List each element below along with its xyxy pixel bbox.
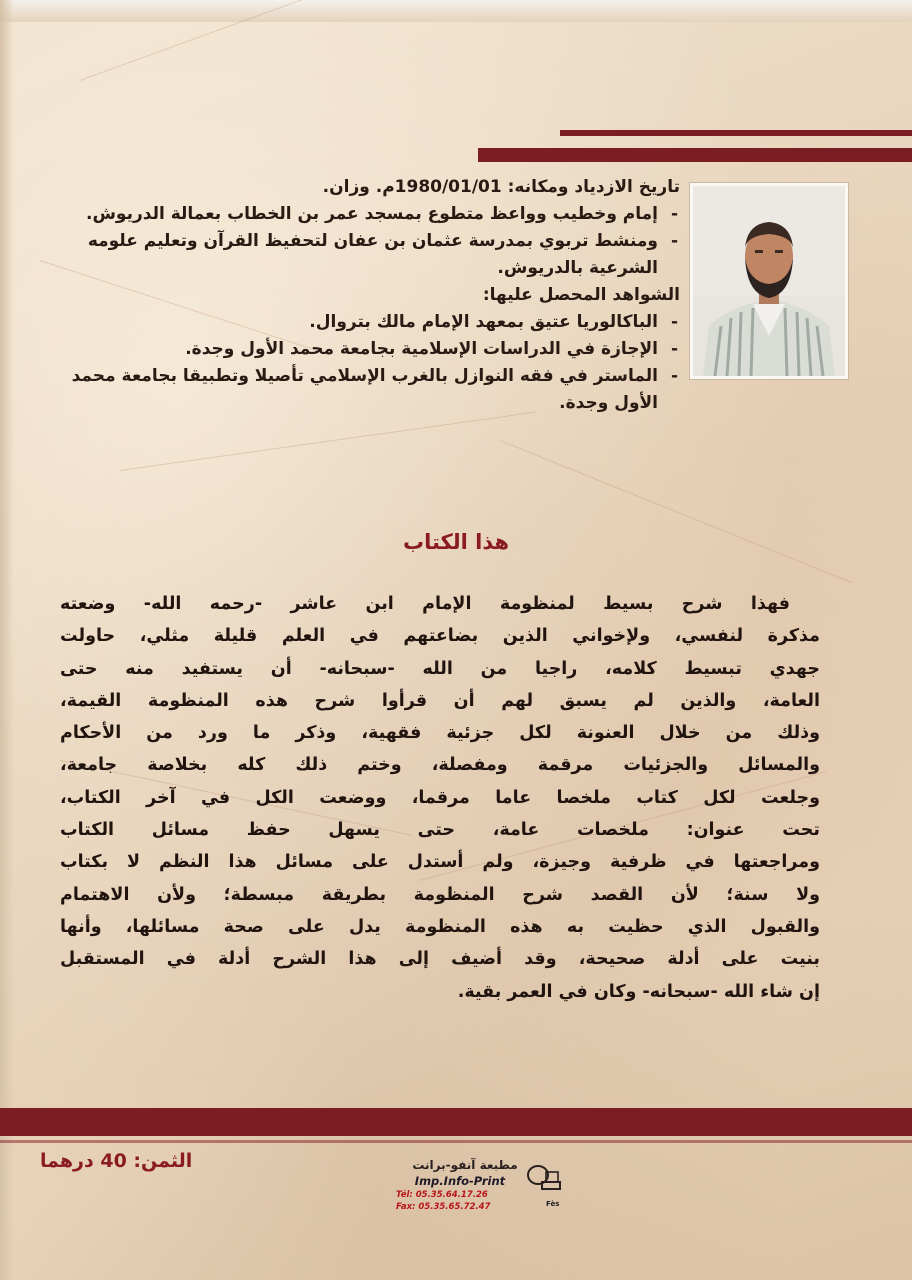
section-title: هذا الكتاب	[402, 530, 510, 554]
role-item	[60, 228, 680, 282]
certificate-item	[60, 336, 680, 363]
description-line: تحت عنوان: ملخصات عامة، حتى يسهل حفظ مسائل الكتاب	[60, 820, 820, 841]
printer-phone: Tél: 05.35.64.17.26	[396, 1190, 488, 1200]
page-top-edge	[0, 0, 912, 22]
printer-logo-icon	[524, 1162, 564, 1192]
printer-info	[396, 1158, 586, 1218]
marble-vein	[120, 412, 536, 471]
description-line: والمسائل والجزئيات مرقمة ومفصلة، وختم ذلك كله بخلاصة جامعة،	[60, 755, 820, 776]
footer-rule-thin	[0, 1140, 912, 1143]
description-line: إن شاء الله -سبحانه- وكان في العمر بقية.	[457, 981, 820, 1002]
role-text: - إمام وخطيب وواعظ متطوع بمسجد عمر بن الخطاب بعمالة الدريوش.	[86, 204, 658, 224]
certificate-text: - الباكالوريا عتيق بمعهد الإمام مالك بتروال.	[309, 312, 658, 332]
description-line: وجلعت لكل كتاب ملخصا عاما مرقما، ووضعت الكل في آخر الكتاب،	[60, 787, 820, 808]
author-photo	[690, 183, 848, 379]
certificate-item	[60, 309, 680, 336]
description-line: ولا سنة؛ لأن القصد شرح المنظومة بطريقة مبسطة؛ ولأن الاهتمام	[60, 884, 820, 905]
role-text: - ومنشط تربوي بمدرسة عثمان بن عفان لتحفيظ القرآن وتعليم علومه	[87, 231, 658, 251]
description-line: مذكرة لنفسي، ولإخواني الذين بضاعتهم في العلم قليلة مثلي، حاولت	[60, 626, 820, 647]
birth-info: تاريخ الازدياد ومكانه: 1980/01/01م. وزان.	[322, 177, 680, 197]
certificate-text-continued: الأول وجدة.	[559, 393, 658, 413]
description-line: والقبول الذي حظيت به هذه المنظومة يدل على صحة مسائلها، وأنها	[60, 916, 820, 937]
certificate-text: - الماستر في فقه النوازل بالغرب الإسلامي تأصيلا وتطبيقا بجامعة محمد	[71, 366, 658, 386]
book-description	[60, 588, 820, 1008]
description-line: جهدي تبسيط كلامه، راجيا من الله -سبحانه- أن يستفيد منه حتى	[60, 658, 820, 679]
price-label: الثمن: 40 درهما	[40, 1150, 193, 1172]
description-line: ومراجعتها في ظرفية وجيزة، ولم أستدل على مسائل هذا النظم لا بكتاب	[60, 852, 820, 873]
certificate-item	[60, 363, 680, 417]
header-rule-thin	[560, 130, 912, 136]
footer-rule-thick	[0, 1108, 912, 1136]
role-text-continued: الشرعية بالدريوش.	[497, 258, 658, 278]
author-portrait-image	[693, 186, 845, 376]
header-rule-thick	[478, 148, 912, 162]
printer-name-arabic: مطبعة آنفو-برانت	[412, 1158, 518, 1172]
marble-vein	[500, 440, 853, 583]
printer-name-latin: Imp.Info-Print	[414, 1174, 506, 1188]
printer-fax: Fax: 05.35.65.72.47	[396, 1202, 491, 1212]
description-line: بنيت على أدلة صحيحة، وقد أضيف إلى هذا الشرح أدلة في المستقبل	[60, 949, 820, 970]
printer-city: Fès	[546, 1200, 560, 1208]
certificate-text: - الإجازة في الدراسات الإسلامية بجامعة محمد الأول وجدة.	[185, 339, 658, 359]
page-left-edge	[0, 0, 14, 1280]
certificates-heading: الشواهد المحصل عليها:	[482, 285, 680, 305]
author-bio	[60, 174, 680, 417]
role-item	[60, 201, 680, 228]
description-line: العامة، والذين لم يسبق لهم أن قرأوا شرح هذه المنظومة القيمة،	[60, 690, 820, 711]
description-line: فهذا شرح بسيط لمنظومة الإمام ابن عاشر -رحمه الله- وضعته	[60, 594, 790, 614]
description-line: وذلك من خلال العنونة لكل جزئية فقهية، وذكر ما ورد من الأحكام	[60, 723, 820, 744]
